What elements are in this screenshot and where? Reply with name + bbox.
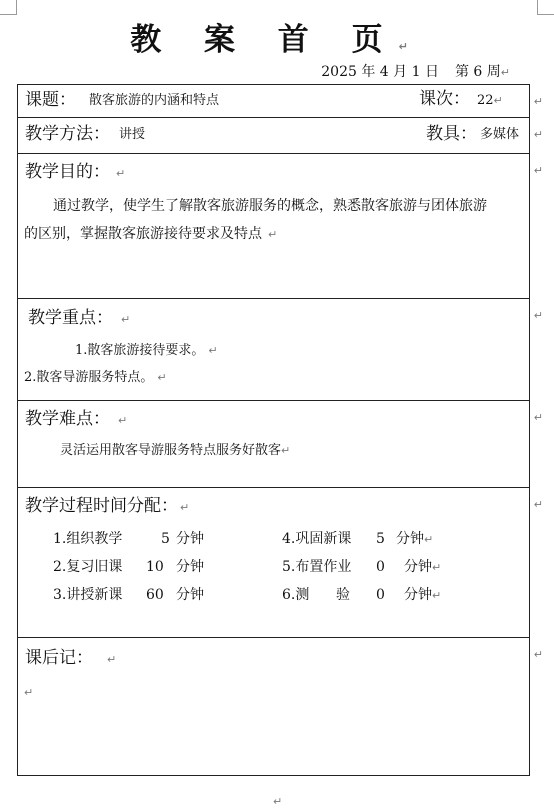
time-item-name: 5.布置作业 [282, 559, 352, 575]
paragraph-mark-icon: ↵ [398, 40, 424, 53]
topic-label: 课题： [25, 90, 76, 110]
row-end-mark-icon: ↵ [533, 128, 543, 141]
key-point-item: 1.散客旅游接待要求。 ↵ [75, 343, 218, 358]
time-item-name: 1.组织教学 [53, 531, 123, 547]
time-item-name: 4.巩固新课 [282, 531, 352, 547]
lesson-week: 第 6 周 [454, 64, 501, 80]
paragraph-mark-icon: ↵ [24, 686, 34, 699]
paragraph-mark-icon: ↵ [180, 501, 190, 514]
paragraph-mark-icon: ↵ [424, 533, 434, 546]
time-item-minutes: 60 [146, 587, 164, 603]
method-label: 教学方法： [25, 124, 110, 144]
paragraph-mark-icon: ↵ [268, 228, 278, 241]
paragraph-mark-icon: ↵ [432, 589, 442, 602]
time-item-name: 3.讲授新课 [53, 587, 123, 603]
page-corner-mark-right [537, 0, 554, 15]
paragraph-mark-icon: ↵ [273, 795, 283, 808]
afterword-label: 课后记： ↵ [25, 648, 117, 668]
afterword-row [18, 637, 543, 775]
paragraph-mark-icon: ↵ [208, 344, 218, 357]
paragraph-mark-icon: ↵ [157, 371, 167, 384]
key-points-row [18, 298, 543, 400]
time-item-unit: 分钟 [176, 531, 204, 547]
objective-text-line-1: 通过教学，使学生了解散客旅游服务的概念，熟悉散客旅游与团体旅游 [53, 198, 487, 214]
difficulties-label: 教学难点： ↵ [25, 409, 128, 429]
row-end-mark-icon: ↵ [533, 648, 543, 661]
row-end-mark-icon: ↵ [533, 164, 543, 177]
page-corner-mark-left [0, 0, 17, 15]
lesson-plan-table [17, 84, 543, 776]
page-title: 教 案 首 页↵ [130, 22, 424, 58]
time-item-unit: 分钟↵ [396, 531, 434, 547]
time-item-name: 2.复习旧课 [53, 559, 123, 575]
time-allocation-label: 教学过程时间分配： ↵ [25, 496, 190, 516]
difficulties-row [18, 400, 543, 487]
objective-row [18, 153, 543, 298]
key-point-item: 2.散客导游服务特点。 ↵ [24, 370, 167, 385]
time-item-minutes: 0 [376, 587, 385, 603]
time-item-unit: 分钟 [176, 587, 204, 603]
row-end-mark-icon: ↵ [533, 498, 543, 511]
session-label: 课次： [419, 89, 470, 109]
session-value: 22↵ [477, 93, 503, 108]
time-item-unit: 分钟↵ [404, 587, 442, 603]
tools-value: 多媒体 [480, 127, 520, 142]
row-end-mark-icon: ↵ [533, 309, 543, 322]
time-item-unit: 分钟 [176, 559, 204, 575]
paragraph-mark-icon: ↵ [107, 653, 117, 666]
paragraph-mark-icon: ↵ [432, 561, 442, 574]
time-allocation-row [18, 487, 543, 637]
time-item-minutes: 10 [146, 559, 164, 575]
topic-row [18, 85, 543, 117]
paragraph-mark-icon: ↵ [121, 313, 131, 326]
tools-label: 教具： [426, 124, 477, 144]
difficulties-text: 灵活运用散客导游服务特点服务好散客↵ [60, 443, 291, 458]
method-row [18, 117, 543, 153]
paragraph-mark-icon: ↵ [493, 94, 503, 107]
paragraph-mark-icon: ↵ [118, 414, 128, 427]
objective-label: 教学目的： ↵ [25, 162, 126, 182]
topic-value: 散客旅游的内涵和特点 [89, 93, 220, 108]
time-item-unit: 分钟↵ [404, 559, 442, 575]
objective-text-line-2: 的区别，掌握散客旅游接待要求及特点 ↵ [24, 226, 278, 242]
date-line [321, 63, 510, 82]
paragraph-mark-icon: ↵ [500, 66, 510, 79]
time-item-minutes: 0 [376, 559, 385, 575]
method-value: 讲授 [119, 127, 146, 142]
time-item-minutes: 5 [161, 531, 170, 547]
row-end-mark-icon: ↵ [533, 95, 543, 108]
key-points-label: 教学重点： ↵ [28, 308, 131, 328]
time-item-minutes: 5 [376, 531, 385, 547]
paragraph-mark-icon: ↵ [281, 444, 291, 457]
lesson-date: 2025 年 4 月 1 日 [321, 64, 439, 80]
paragraph-mark-icon: ↵ [116, 167, 126, 180]
row-end-mark-icon: ↵ [533, 411, 543, 424]
time-item-name: 6.测 验 [282, 587, 351, 603]
